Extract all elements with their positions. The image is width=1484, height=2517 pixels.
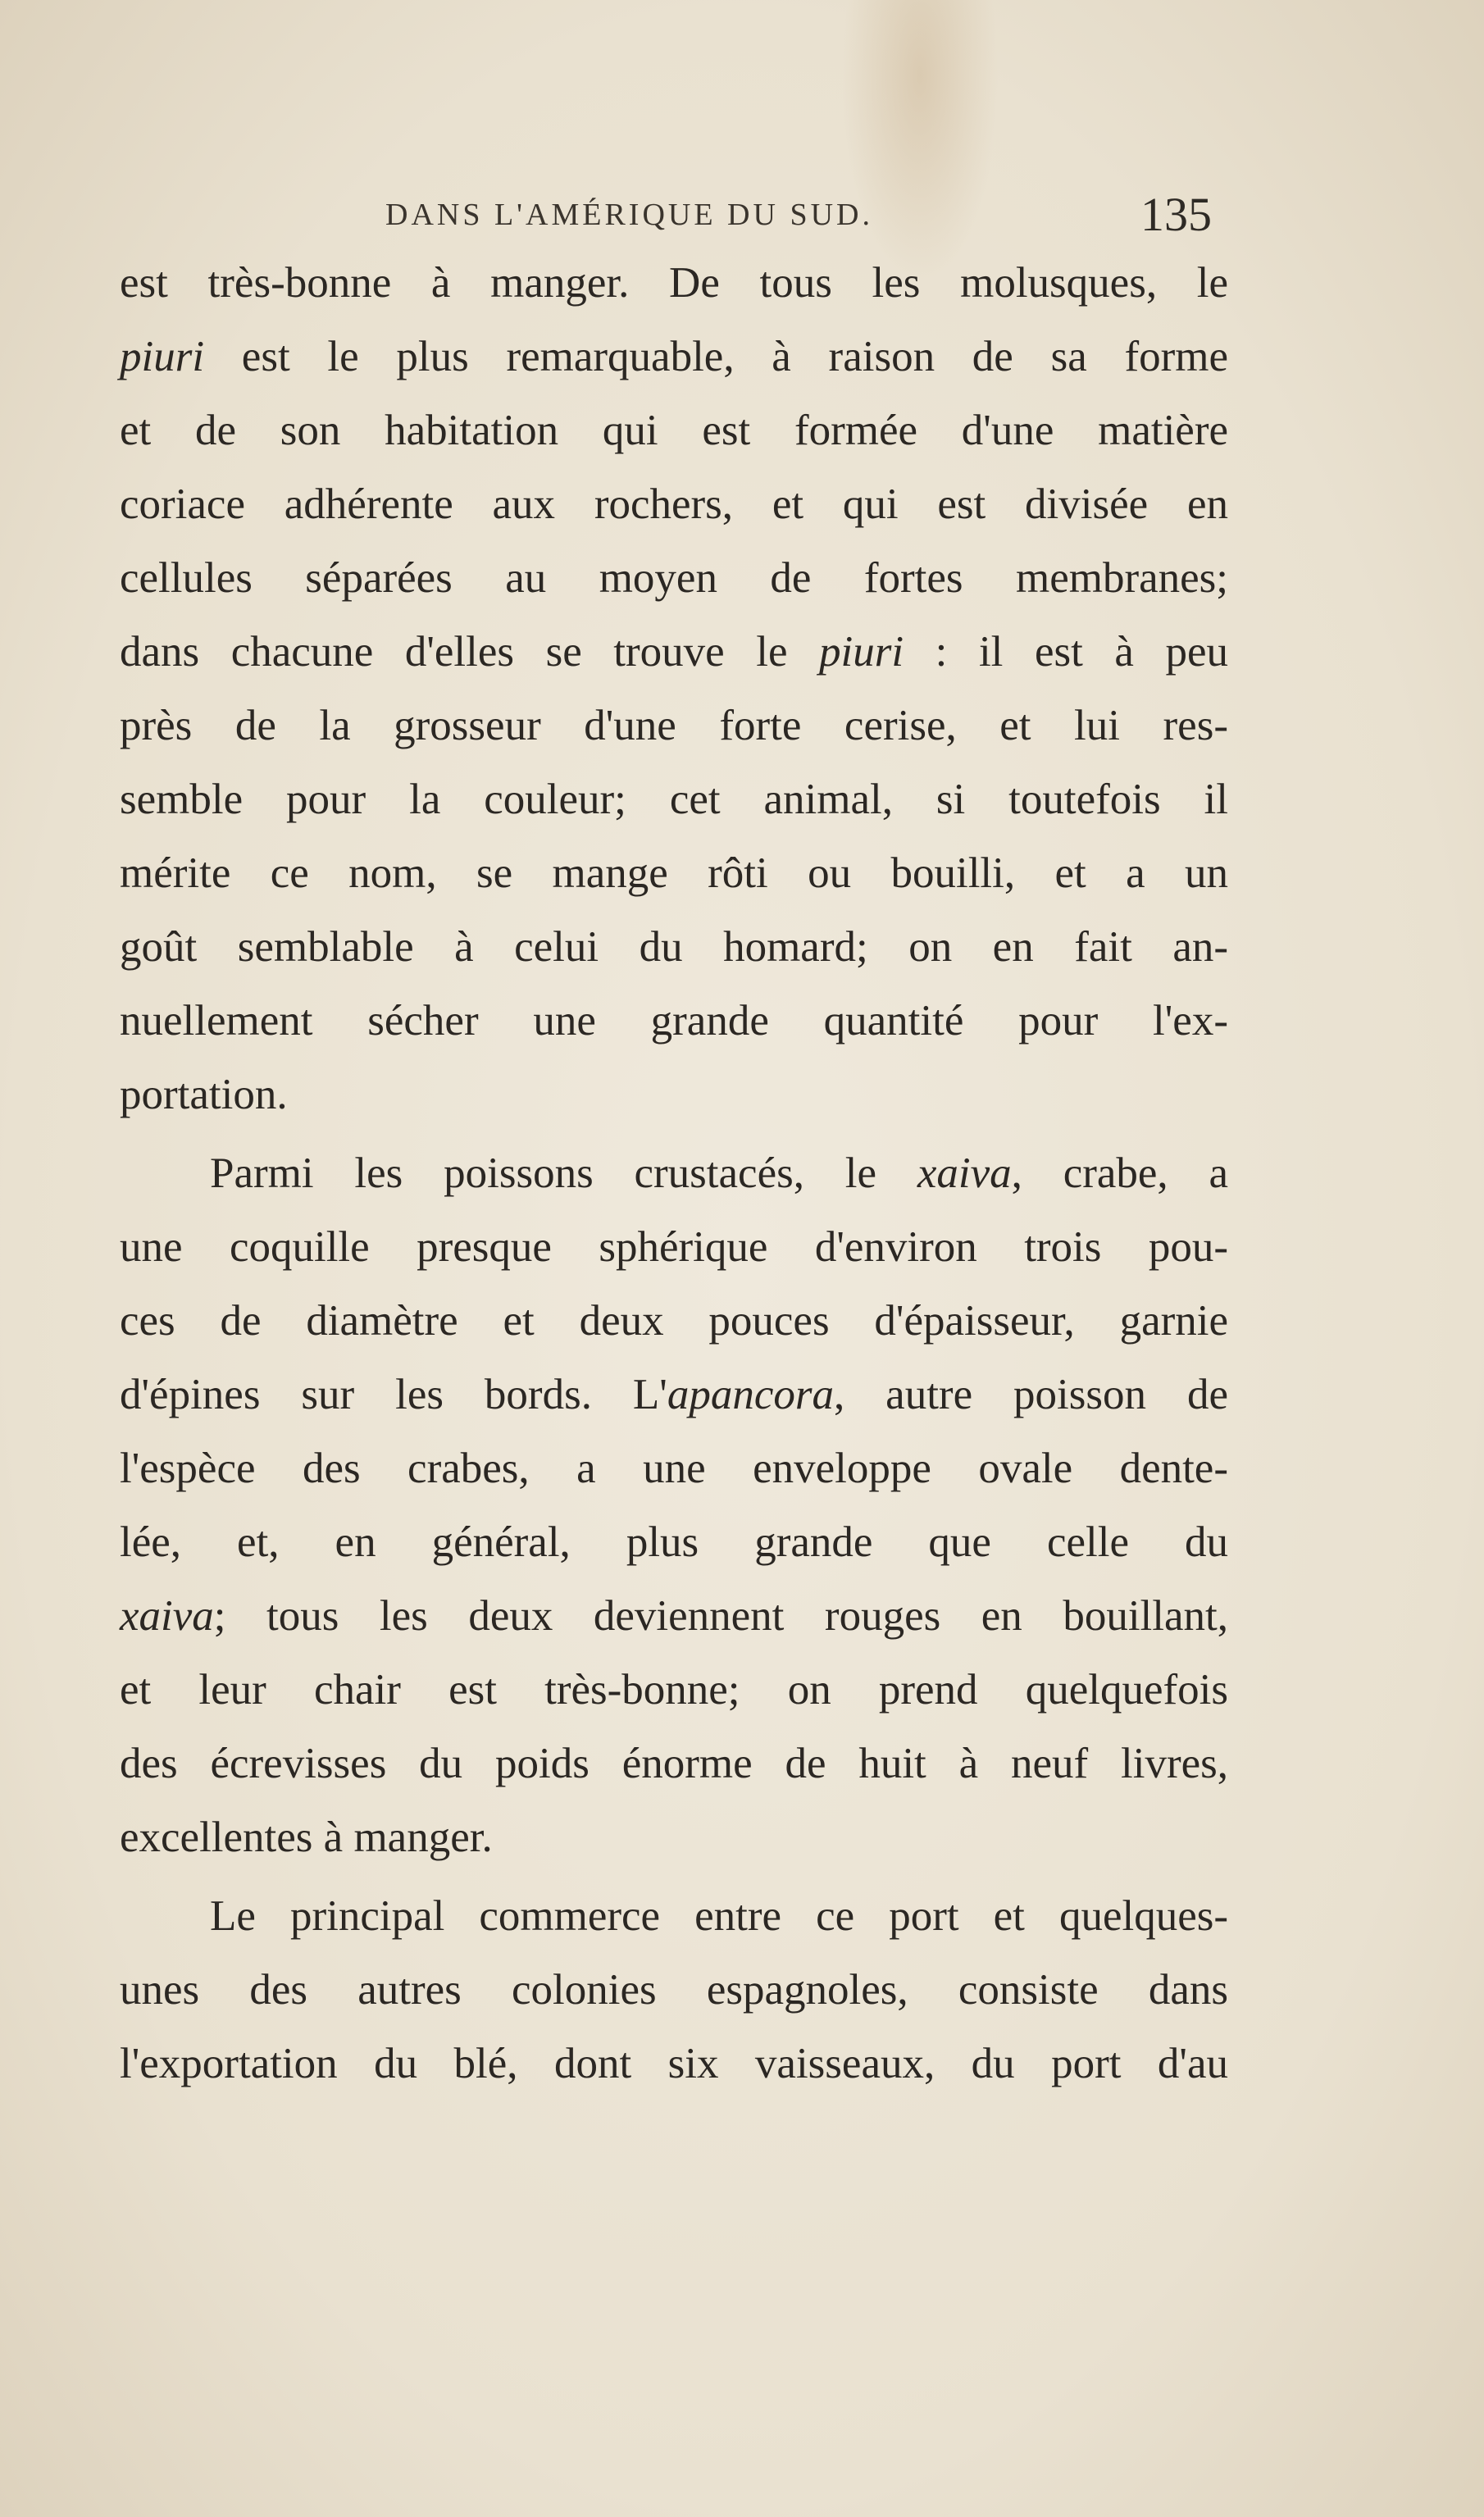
- text-run: cellules séparées au moyen de fortes membranes;: [120, 554, 1228, 602]
- text-run: ; tous les deux deviennent rouges en bouillant,: [213, 1592, 1228, 1640]
- text-run: : il est à peu: [904, 628, 1228, 676]
- text-line: [120, 836, 1228, 910]
- text-line: [120, 1800, 1228, 1874]
- text-run: Parmi les poissons crustacés, le: [210, 1149, 917, 1197]
- page-number: 135: [1140, 188, 1212, 241]
- text-line: [120, 541, 1228, 615]
- text-line: [120, 246, 1228, 320]
- text-line: [120, 615, 1228, 689]
- text-line: [120, 689, 1228, 762]
- text-run: , crabe, a: [1011, 1149, 1229, 1197]
- text-run: est le plus remarquable, à raison de sa forme: [204, 333, 1228, 380]
- text-run: et de son habitation qui est formée d'une matière: [120, 407, 1228, 454]
- text-line: [120, 1358, 1228, 1431]
- body-text: [120, 246, 1228, 2101]
- text-run: excellentes à manger.: [120, 1814, 493, 1861]
- italic-word: piuri: [120, 333, 205, 380]
- text-run: unes des autres colonies espagnoles, consiste dans: [120, 1966, 1228, 2014]
- text-line: [120, 1505, 1228, 1579]
- text-run: d'épines sur les bords. L': [120, 1371, 667, 1418]
- text-line: [120, 2027, 1228, 2101]
- text-run: lée, et, en général, plus grande que celle du: [120, 1518, 1228, 1566]
- text-line: [120, 762, 1228, 836]
- text-run: des écrevisses du poids énorme de huit à neuf livres,: [120, 1740, 1228, 1787]
- text-run: dans chacune d'elles se trouve le: [120, 628, 820, 676]
- text-run: portation.: [120, 1071, 288, 1118]
- text-line: [120, 1058, 1228, 1131]
- text-line: [120, 394, 1228, 467]
- text-line: [120, 1653, 1228, 1727]
- text-line: [120, 1210, 1228, 1284]
- text-run: , autre poisson de: [833, 1371, 1228, 1418]
- text-run: Le principal commerce entre ce port et quelques-: [210, 1892, 1228, 1940]
- italic-word: piuri: [819, 628, 904, 676]
- text-run: coriace adhérente aux rochers, et qui est divisée en: [120, 480, 1228, 528]
- text-line: [120, 1431, 1228, 1505]
- text-run: l'espèce des crabes, a une enveloppe ovale dente-: [120, 1445, 1228, 1492]
- text-run: et leur chair est très-bonne; on prend quelquefois: [120, 1666, 1228, 1714]
- text-line: [120, 1879, 1228, 1953]
- text-run: mérite ce nom, se mange rôti ou bouilli, et a un: [120, 849, 1228, 897]
- text-run: ces de diamètre et deux pouces d'épaisseur, garnie: [120, 1297, 1228, 1345]
- text-line: [120, 1579, 1228, 1653]
- text-line: [120, 910, 1228, 984]
- text-run: semble pour la couleur; cet animal, si toutefois il: [120, 776, 1228, 823]
- text-run: est très-bonne à manger. De tous les molusques, le: [120, 259, 1228, 307]
- text-line: [120, 1953, 1228, 2027]
- text-run: l'exportation du blé, dont six vaisseaux, du port d'au: [120, 2040, 1228, 2087]
- text-run: goût semblable à celui du homard; on en fait an-: [120, 923, 1228, 971]
- text-run: nuellement sécher une grande quantité pour l'ex-: [120, 997, 1228, 1045]
- text-line: [120, 1727, 1228, 1800]
- text-line: [120, 1136, 1228, 1210]
- text-line: [120, 984, 1228, 1058]
- text-line: [120, 467, 1228, 541]
- text-line: [120, 320, 1228, 394]
- italic-word: xaiva: [917, 1149, 1012, 1197]
- text-run: une coquille presque sphérique d'environ trois pou-: [120, 1223, 1228, 1271]
- italic-word: apancora: [667, 1371, 834, 1418]
- running-head: [115, 187, 1230, 244]
- running-title: DANS L'AMÉRIQUE DU SUD.: [385, 198, 873, 232]
- text-run: près de la grosseur d'une forte cerise, et lui res-: [120, 702, 1228, 749]
- text-line: [120, 1284, 1228, 1358]
- italic-word: xaiva: [120, 1592, 214, 1640]
